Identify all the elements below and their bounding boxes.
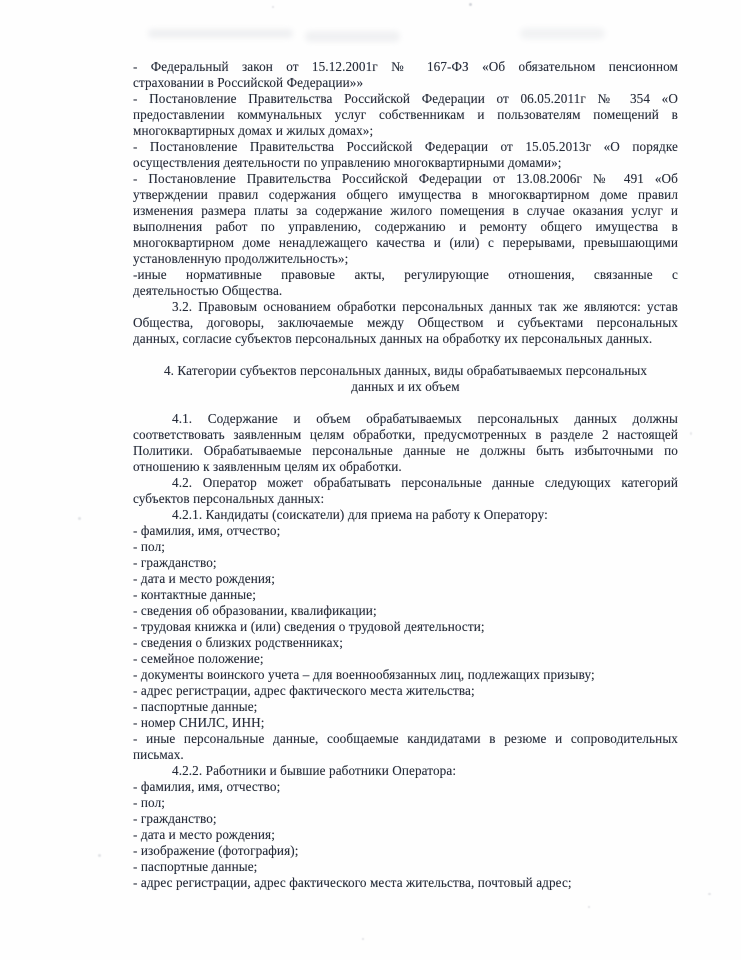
text-line: данных и их объем: [351, 379, 460, 394]
text-line: - контактные данные;: [133, 587, 256, 602]
text-line: - паспортные данные;: [133, 859, 258, 874]
text-line: 4.2. Оператор может обрабатывать персональные данные следующих категорий: [172, 475, 678, 490]
text-line: - дата и место рождения;: [133, 571, 275, 586]
scan-speck: [690, 432, 692, 435]
scan-speck: [469, 3, 472, 6]
text-line: - Федеральный закон от 15.12.2001г № 167-ФЗ «Об обязательном пенсионном: [133, 59, 678, 74]
text-line: 4.2.2. Работники и бывшие работники Оператора:: [172, 763, 457, 778]
text-line: - трудовая книжка и (или) сведения о трудовой деятельности;: [133, 619, 485, 634]
text-line: - фамилия, имя, отчество;: [133, 779, 281, 794]
text-line: 4.1. Содержание и объем обрабатываемых персональных данных должны: [172, 411, 678, 426]
text-line: выполнения работ по управлению, содержанию и ремонту общего имущества в: [133, 219, 678, 234]
text-line: - изображение (фотография);: [133, 843, 299, 858]
blank-line: [133, 395, 678, 411]
text-line: - фамилия, имя, отчество;: [133, 523, 281, 538]
text-line: - Постановление Правительства Российской Федерации от 15.05.2013г «О порядке: [133, 139, 678, 154]
scan-smudge: [520, 28, 605, 39]
text-line: - дата и место рождения;: [133, 827, 275, 842]
text-line: - пол;: [133, 795, 166, 810]
text-line: - сведения о близких родственниках;: [133, 635, 344, 650]
scan-speck: [362, 938, 364, 940]
text-line: осуществления деятельности по управлению многоквартирными домами»;: [133, 155, 562, 170]
text-line: 4. Категории субъектов персональных данных, виды обрабатываемых персональных: [163, 363, 648, 378]
text-line: деятельностью Общества.: [133, 283, 283, 298]
text-line: - семейное положение;: [133, 651, 264, 666]
text-line: 4.2.1. Кандидаты (соискатели) для приема на работу к Оператору:: [172, 507, 548, 522]
text-line: - пол;: [133, 539, 166, 554]
text-line: предоставлении коммунальных услуг собственникам и пользователям помещений в: [133, 107, 678, 122]
scan-speck: [708, 893, 711, 895]
text-line: соответствовать заявленным целям обработки, предусмотренных в разделе 2 настоящей: [133, 427, 678, 442]
scan-smudge: [148, 29, 293, 38]
text-line: - паспортные данные;: [133, 699, 258, 714]
text-line: субъектов персональных данных:: [133, 491, 325, 506]
document-text-block: [133, 59, 678, 891]
text-line: - иные персональные данные, сообщаемые кандидатами в резюме и сопроводительных: [133, 731, 678, 746]
scan-speck: [98, 854, 101, 857]
text-line: - номер СНИЛС, ИНН;: [133, 715, 265, 730]
text-line: страховании в Российской Федерации»»: [133, 75, 364, 90]
text-line: -иные нормативные правовые акты, регулирующие отношения, связанные с: [133, 267, 678, 282]
text-line: - гражданство;: [133, 811, 217, 826]
text-line: Политики. Обрабатываемые персональные данные не должны быть избыточными по: [133, 443, 678, 458]
text-line: изменения размера платы за содержание жилого помещения в случае оказания услуг и: [133, 203, 678, 218]
text-line: многоквартирном доме ненадлежащего качества и (или) с перерывами, превышающими: [133, 235, 678, 250]
text-line: утверждении правил содержания общего имущества в многоквартирном доме правил: [133, 187, 678, 202]
scan-speck: [272, 6, 274, 8]
text-line: установленную продолжительность»;: [133, 251, 349, 266]
text-line: Общества, договоры, заключаемые между Обществом и субъектами персональных: [133, 315, 678, 330]
text-line: - сведения об образовании, квалификации;: [133, 603, 377, 618]
text-line: - Постановление Правительства Российской Федерации от 06.05.2011г № 354 «О: [133, 91, 678, 106]
scan-smudge: [305, 31, 400, 42]
text-line: многоквартирных домах и жилых домах»;: [133, 123, 374, 138]
text-line: данных, согласие субъектов персональных данных на обработку их персональных данных.: [133, 331, 653, 346]
text-line: отношению к заявленным целям их обработки.: [133, 459, 402, 474]
text-line: - адрес регистрации, адрес фактического места жительства, почтовый адрес;: [133, 875, 572, 890]
scan-speck: [588, 906, 590, 908]
scan-speck: [78, 517, 81, 520]
blank-line: [133, 347, 678, 363]
text-line: письмах.: [133, 747, 184, 762]
text-line: - документы воинского учета – для военнообязанных лиц, подлежащих призыву;: [133, 667, 595, 682]
text-line: 3.2. Правовым основанием обработки персональных данных так же являются: устав: [172, 299, 678, 314]
text-line: - адрес регистрации, адрес фактического места жительства;: [133, 683, 475, 698]
text-line: - гражданство;: [133, 555, 217, 570]
text-line: - Постановление Правительства Российской Федерации от 13.08.2006г № 491 «Об: [133, 171, 678, 186]
